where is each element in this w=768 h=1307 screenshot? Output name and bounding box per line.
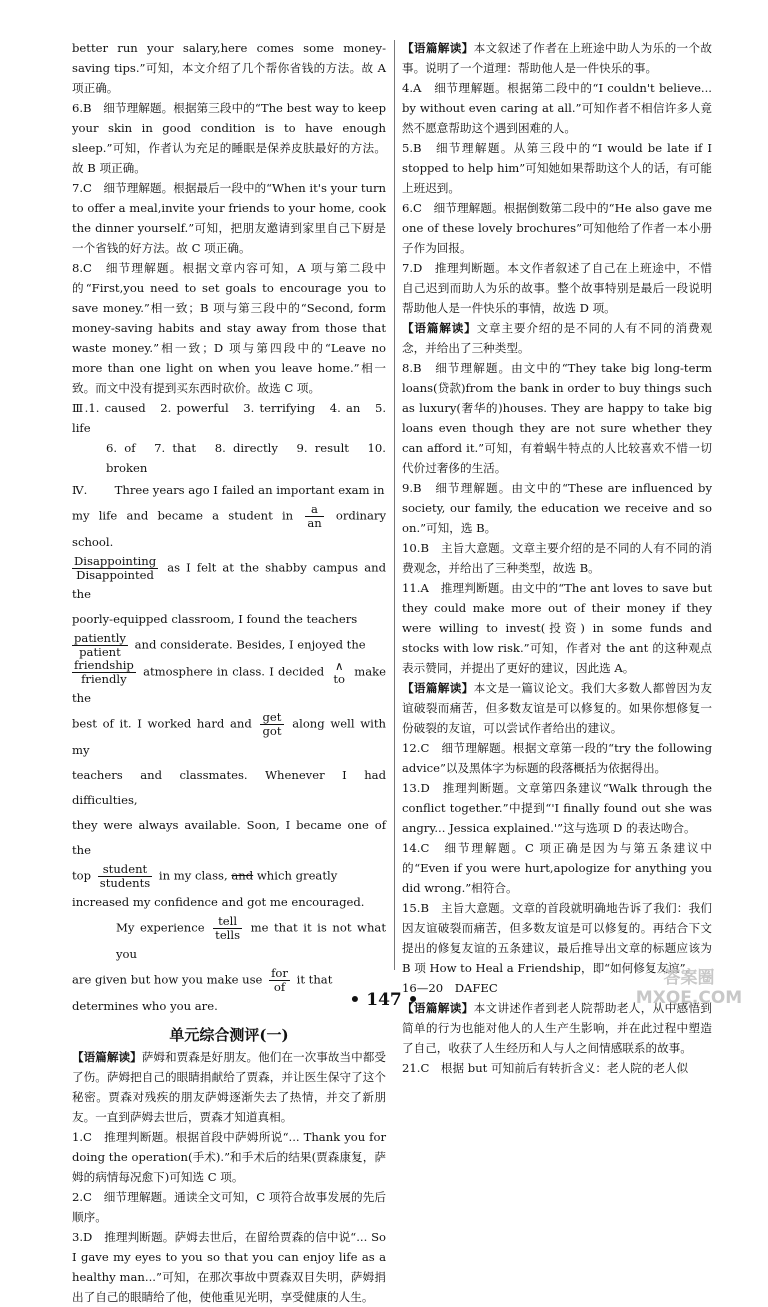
essay-text: best of it. I worked hard and [72,716,252,731]
essay-text: and considerate. Besides, I enjoyed the [134,637,366,652]
correction [213,915,242,942]
essay-line-12 [72,915,386,967]
essay-line-8: teachers and classmates. Whenever I had difficulties, [72,768,386,807]
right-column [402,38,712,1078]
correction-original: get [260,711,283,725]
answer-item-12: 12.C 细节理解题。根据文章第一段的“try the following advice”以及黑体字为标题的段落概括为依据得出。 [402,741,712,775]
correction-original: for [271,966,288,980]
reading-summary-text: 本文叙述了作者在上班途中助人为乐的一个故事。说明了一个道理：帮助他人是一件快乐的事。 [402,41,712,75]
essay-line-14: determines who you are. [72,999,218,1013]
essay-text: me that it is not what you [116,920,387,961]
reading-summary-tag: 【语篇解读】 [402,681,474,695]
reading-summary-tag: 【语篇解读】 [402,321,477,335]
essay-text: My experience [116,920,205,935]
answer-item-11: 11.A 推理判断题。由文中的“The ant loves to save but they could make more out of their money if they were willing to invest(投资) in some funds and stocks with low risk.”可知，作者对 the ant 的这种观点表示赞同，并提出了更好的建议，因此选 A。 [402,581,712,675]
answer-item-6: 6.C 细节理解题。根据倒数第二段中的“He also gave me one of these lovely brochures”可知他给了作者一本小册子作为回报。 [402,201,712,255]
correction-fix: friendly [81,672,127,686]
section-iii-line2: 6. of 7. that 8. directly 9. result 10. broken [106,441,386,475]
essay-text: it that [296,972,333,987]
correction [72,632,128,659]
correction-original: student [98,863,152,877]
correction-fix: Disappointed [76,568,154,582]
watermark-logo: 答案圈 MXQE.COM [635,968,743,1008]
correction-fix: patient [79,645,121,659]
reading-summary [72,1047,386,1127]
answer-item-10: 10.B 主旨大意题。文章主要介绍的是不同的人有不同的消费观念，并给出了三种类型，故选 B。 [402,541,712,575]
answer-item-15: 15.B 主旨大意题。文章的首段就明确地告诉了我们：我们因友谊破裂而痛苦，但多数友谊是可以修复的。再结合下文提出的修复友谊的五条建议，最后推导出文章的标题应该为 B 项 How to Heal a Friendship，即“如何修复友谊”。 [402,901,712,975]
answer-item-4: 4.A 细节理解题。根据第二段中的“I couldn't believe... by without even caring at all.”可知作者不相信许多人竟然不愿意帮助这个遇到困难的人。 [402,81,712,135]
essay-line-2 [72,503,386,555]
correction-original: a [305,503,323,517]
correction-original: friendship [74,658,134,672]
correction [72,555,158,582]
answer-item-5: 5.B 细节理解题。从第三段中的“I would be late if I stopped to help him”可知她如果帮助这个人的话，有可能上班迟到。 [402,141,712,195]
correction-original: tell [213,915,242,929]
answer-item-7: 7.D 推理判断题。本文作者叙述了自己在上班途中，不惜自己迟到而助人为乐的故事。整个故事特别是最后一段说明帮助他人是一件快乐的事情，故选 D 项。 [402,261,712,315]
essay-text: top [72,868,92,883]
answer-item-13: 13.D 推理判断题。文章第四条建议“Walk through the conflict together.”中提到“'I finally found out she was angry... Jessica explained.'”这与选项 D 的表达吻合。 [402,781,712,835]
essay-line-3 [72,555,386,607]
reading-summary-text: 文章主要介绍的是不同的人有不同的消费观念，并给出了三种类型。 [402,321,712,355]
answer-item-2: 2.C 细节理解题。通读全文可知，C 项符合故事发展的先后顺序。 [72,1190,386,1224]
reading-summary-text: 萨姆和贾森是好朋友。他们在一次事故当中都受了伤。萨姆把自己的眼睛捐献给了贾森，并让医生保守了这个秘密。贾森对残疾的朋友萨姆逐渐失去了热情，并交了新朋友。一直到萨姆去世后，贾森才知道真相。 [72,1050,386,1124]
left-column [72,38,386,1307]
reading-summary-tag: 【语篇解读】 [402,1001,474,1015]
essay-text: my life and became a student in [72,508,294,523]
essay-line-10 [72,863,386,890]
correction [260,711,283,738]
essay-text: in my class, [158,868,228,883]
essay-correction [72,478,386,1019]
answer-item-7: 7.C 细节理解题。根据最后一段中的“When it's your turn to offer a meal,invite your friends to your home, cook the dinner yourself.”可知，把朋友邀请到家里自己下厨是一个省钱的好方法。故 C 项正确。 [72,181,386,255]
answer-paragraph: better run your salary,here comes some money-saving tips.”可知，本文介绍了几个帮你省钱的方法。故 A 项正确。 [72,41,386,95]
answer-item-14: 14.C 细节理解题。C 项正确是因为与第五条建议中的“Even if you were hurt,apologize for anything you did wrong.”相符合。 [402,841,712,895]
essay-text: Three years ago I failed an important exam in [114,483,385,497]
answer-item-21: 21.C 根据 but 可知前后有转折含义：老人院的老人似 [402,1061,689,1075]
correction-original: Disappointing [74,554,157,568]
correction [98,863,152,890]
reading-summary-text: 本文讲述作者到老人院帮助老人，从中感悟到简单的行为也能对他人的人生产生影响，并在此过程中塑造了自己，收获了人生经历和人与人之间情感联系的故事。 [402,1001,712,1055]
essay-text: atmosphere in class. I decided [143,664,325,679]
essay-line-6 [72,659,386,711]
reading-summary-tag: 【语篇解读】 [402,41,474,55]
section-iii-line1: Ⅲ.1. caused 2. powerful 3. terrifying 4. an 5. life [72,401,386,435]
correction-fix: tells [215,928,241,942]
essay-line-5 [72,632,386,659]
correction-fix: students [99,876,151,890]
page-number: • 147 • [349,990,419,1010]
correction-fix: got [262,724,282,738]
correction-fix: an [307,516,322,530]
section-title: 单元综合测评(一) [169,1026,289,1044]
essay-text: as I felt at the shabby campus and the [72,560,386,601]
reading-summary [402,38,712,78]
answer-item-1: 1.C 推理判断题。根据首段中萨姆所说“... Thank you for doing the operation(手术).”和手术后的结果(贾森康复，萨姆的病情每况愈下)可知选 C 项。 [72,1130,386,1184]
essay-text: along well with my [72,716,387,757]
reading-summary-tag: 【语篇解读】 [72,1050,142,1064]
column-divider [394,40,395,970]
correction [72,659,136,686]
answer-items-16-20: 16—20 DAFEC [402,981,498,995]
essay-line-1 [72,478,386,503]
essay-text: are given but how you make use [72,972,263,987]
answer-item-8: 8.B 细节理解题。由文中的“They take big long-term loans(贷款)from the bank in order to buy things such as luxury(奢华的)houses. They are happy to take big loans even though they are not sure whether they can afford it.”可知，有着蜗牛特点的人比较喜欢不惜一切代价过奢侈的生活。 [402,361,712,475]
answer-item-3: 3.D 推理判断题。萨姆去世后，在留给贾森的信中说“... So I gave my eyes to you so that you can enjoy life as a healthy man...”可知，在那次事故中贾森双目失明，萨姆捐出了自己的眼睛给了他，使他重见光明，享受健康的人生。 [72,1230,386,1304]
correction-fix: to [333,671,346,686]
correction-insert-mark: ∧ [334,658,344,673]
answer-item-9: 9.B 细节理解题。由文中的“These are influenced by society, our family, the education we receive and so on.”可知，选 B。 [402,481,712,535]
correction [305,503,323,530]
essay-line-9: they were always available. Soon, I became one of the [72,818,386,857]
essay-text: which greatly [256,868,338,883]
correction-original: patiently [74,631,126,645]
essay-line-7 [72,711,386,763]
essay-line-4: poorly-equipped classroom, I found the teachers [72,612,358,626]
answer-item-6: 6.B 细节理解题。根据第三段中的“The best way to keep your skin in good condition is to have enough sleep.”可知，作者认为充足的睡眠是保养皮肤最好的方法。故 B 项正确。 [72,101,386,175]
correction [331,660,347,686]
essay-line-11: increased my confidence and got me encouraged. [72,895,365,909]
answer-item-8: 8.C 细节理解题。根据文章内容可知，A 项与第二段中的“First,you need to set goals to encourage you to save money.”相一致；B 项与第三段中的“Second, form money-saving habits and stay away from those that waste money.”相一致；D 项与第四段中的“Leave no more than one light on when you leave home.”相一致。而文中没有提到买东西时砍价。故选 C 项。 [72,261,386,395]
reading-summary [402,678,712,738]
struck-word: and [231,868,254,883]
reading-summary [402,318,712,358]
reading-summary-text: 本文是一篇议论文。我们大多数人都曾因为友谊破裂而痛苦，但多数友谊是可以修复的。如果你想修复一份破裂的友谊，可以尝试作者给出的建议。 [402,681,712,735]
section-iv-label: Ⅳ. [72,483,88,497]
correction-fix: of [273,980,286,994]
essay-text: ordinary school. [72,508,387,549]
essay-text: make the [72,664,387,705]
